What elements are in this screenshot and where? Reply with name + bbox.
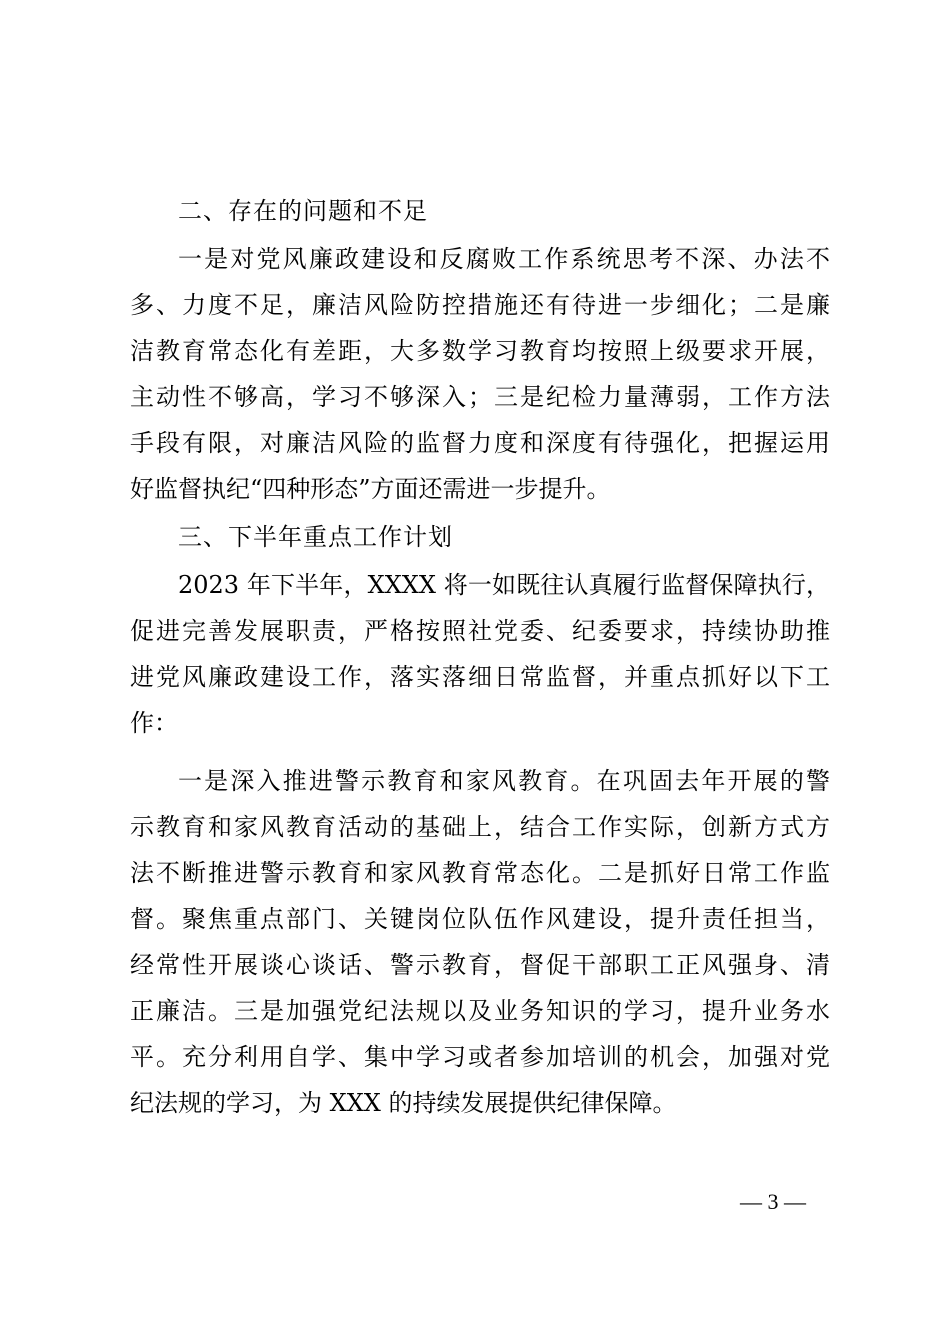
paragraph-plan-intro [130,562,830,746]
paragraph-line: 洁教育常态化有差距，大多数学习教育均按照上级要求开展， [130,337,830,365]
paragraph-line: 手段有限，对廉洁风险的监督力度和深度有待强化，把握运用 [130,429,830,457]
paragraph-problems [130,236,830,512]
paragraph-line: 进党风廉政建设工作，落实落细日常监督，并重点抓好以下工 [130,663,830,691]
paragraph-line: 纪法规的学习，为 XXX 的持续发展提供纪律保障。 [130,1089,677,1117]
paragraph-line: 好监督执纪“四种形态”方面还需进一步提升。 [130,475,611,503]
section-heading-plan: 三、下半年重点工作计划 [178,523,453,551]
paragraph-line: 经常性开展谈心谈话、警示教育，督促干部职工正风强身、清 [130,951,830,979]
paragraph-line: 多、力度不足，廉洁风险防控措施还有待进一步细化；二是廉 [130,291,830,319]
section-heading-problems: 二、存在的问题和不足 [178,197,428,225]
paragraph-plan-details [130,758,830,1126]
paragraph-line: 促进完善发展职责，严格按照社党委、纪委要求，持续协助推 [130,617,830,645]
page-number: — 3 — [740,1189,806,1214]
paragraph-line: 主动性不够高，学习不够深入；三是纪检力量薄弱，工作方法 [130,383,830,411]
paragraph-line: 正廉洁。三是加强党纪法规以及业务知识的学习，提升业务水 [130,997,830,1025]
paragraph-line: 督。聚焦重点部门、关键岗位队伍作风建设，提升责任担当， [130,905,830,933]
paragraph-line: 一是深入推进警示教育和家风教育。在巩固去年开展的警 [178,767,830,795]
paragraph-line: 平。充分利用自学、集中学习或者参加培训的机会，加强对党 [130,1043,830,1071]
paragraph-line: 示教育和家风教育活动的基础上，结合工作实际，创新方式方 [130,813,830,841]
paragraph-line: 2023 年下半年，XXXX 将一如既往认真履行监督保障执行， [178,571,830,599]
paragraph-line: 一是对党风廉政建设和反腐败工作系统思考不深、办法不 [178,245,830,273]
paragraph-line: 作： [130,709,178,737]
document-body [130,188,830,1126]
paragraph-line: 法不断推进警示教育和家风教育常态化。二是抓好日常工作监 [130,859,830,887]
